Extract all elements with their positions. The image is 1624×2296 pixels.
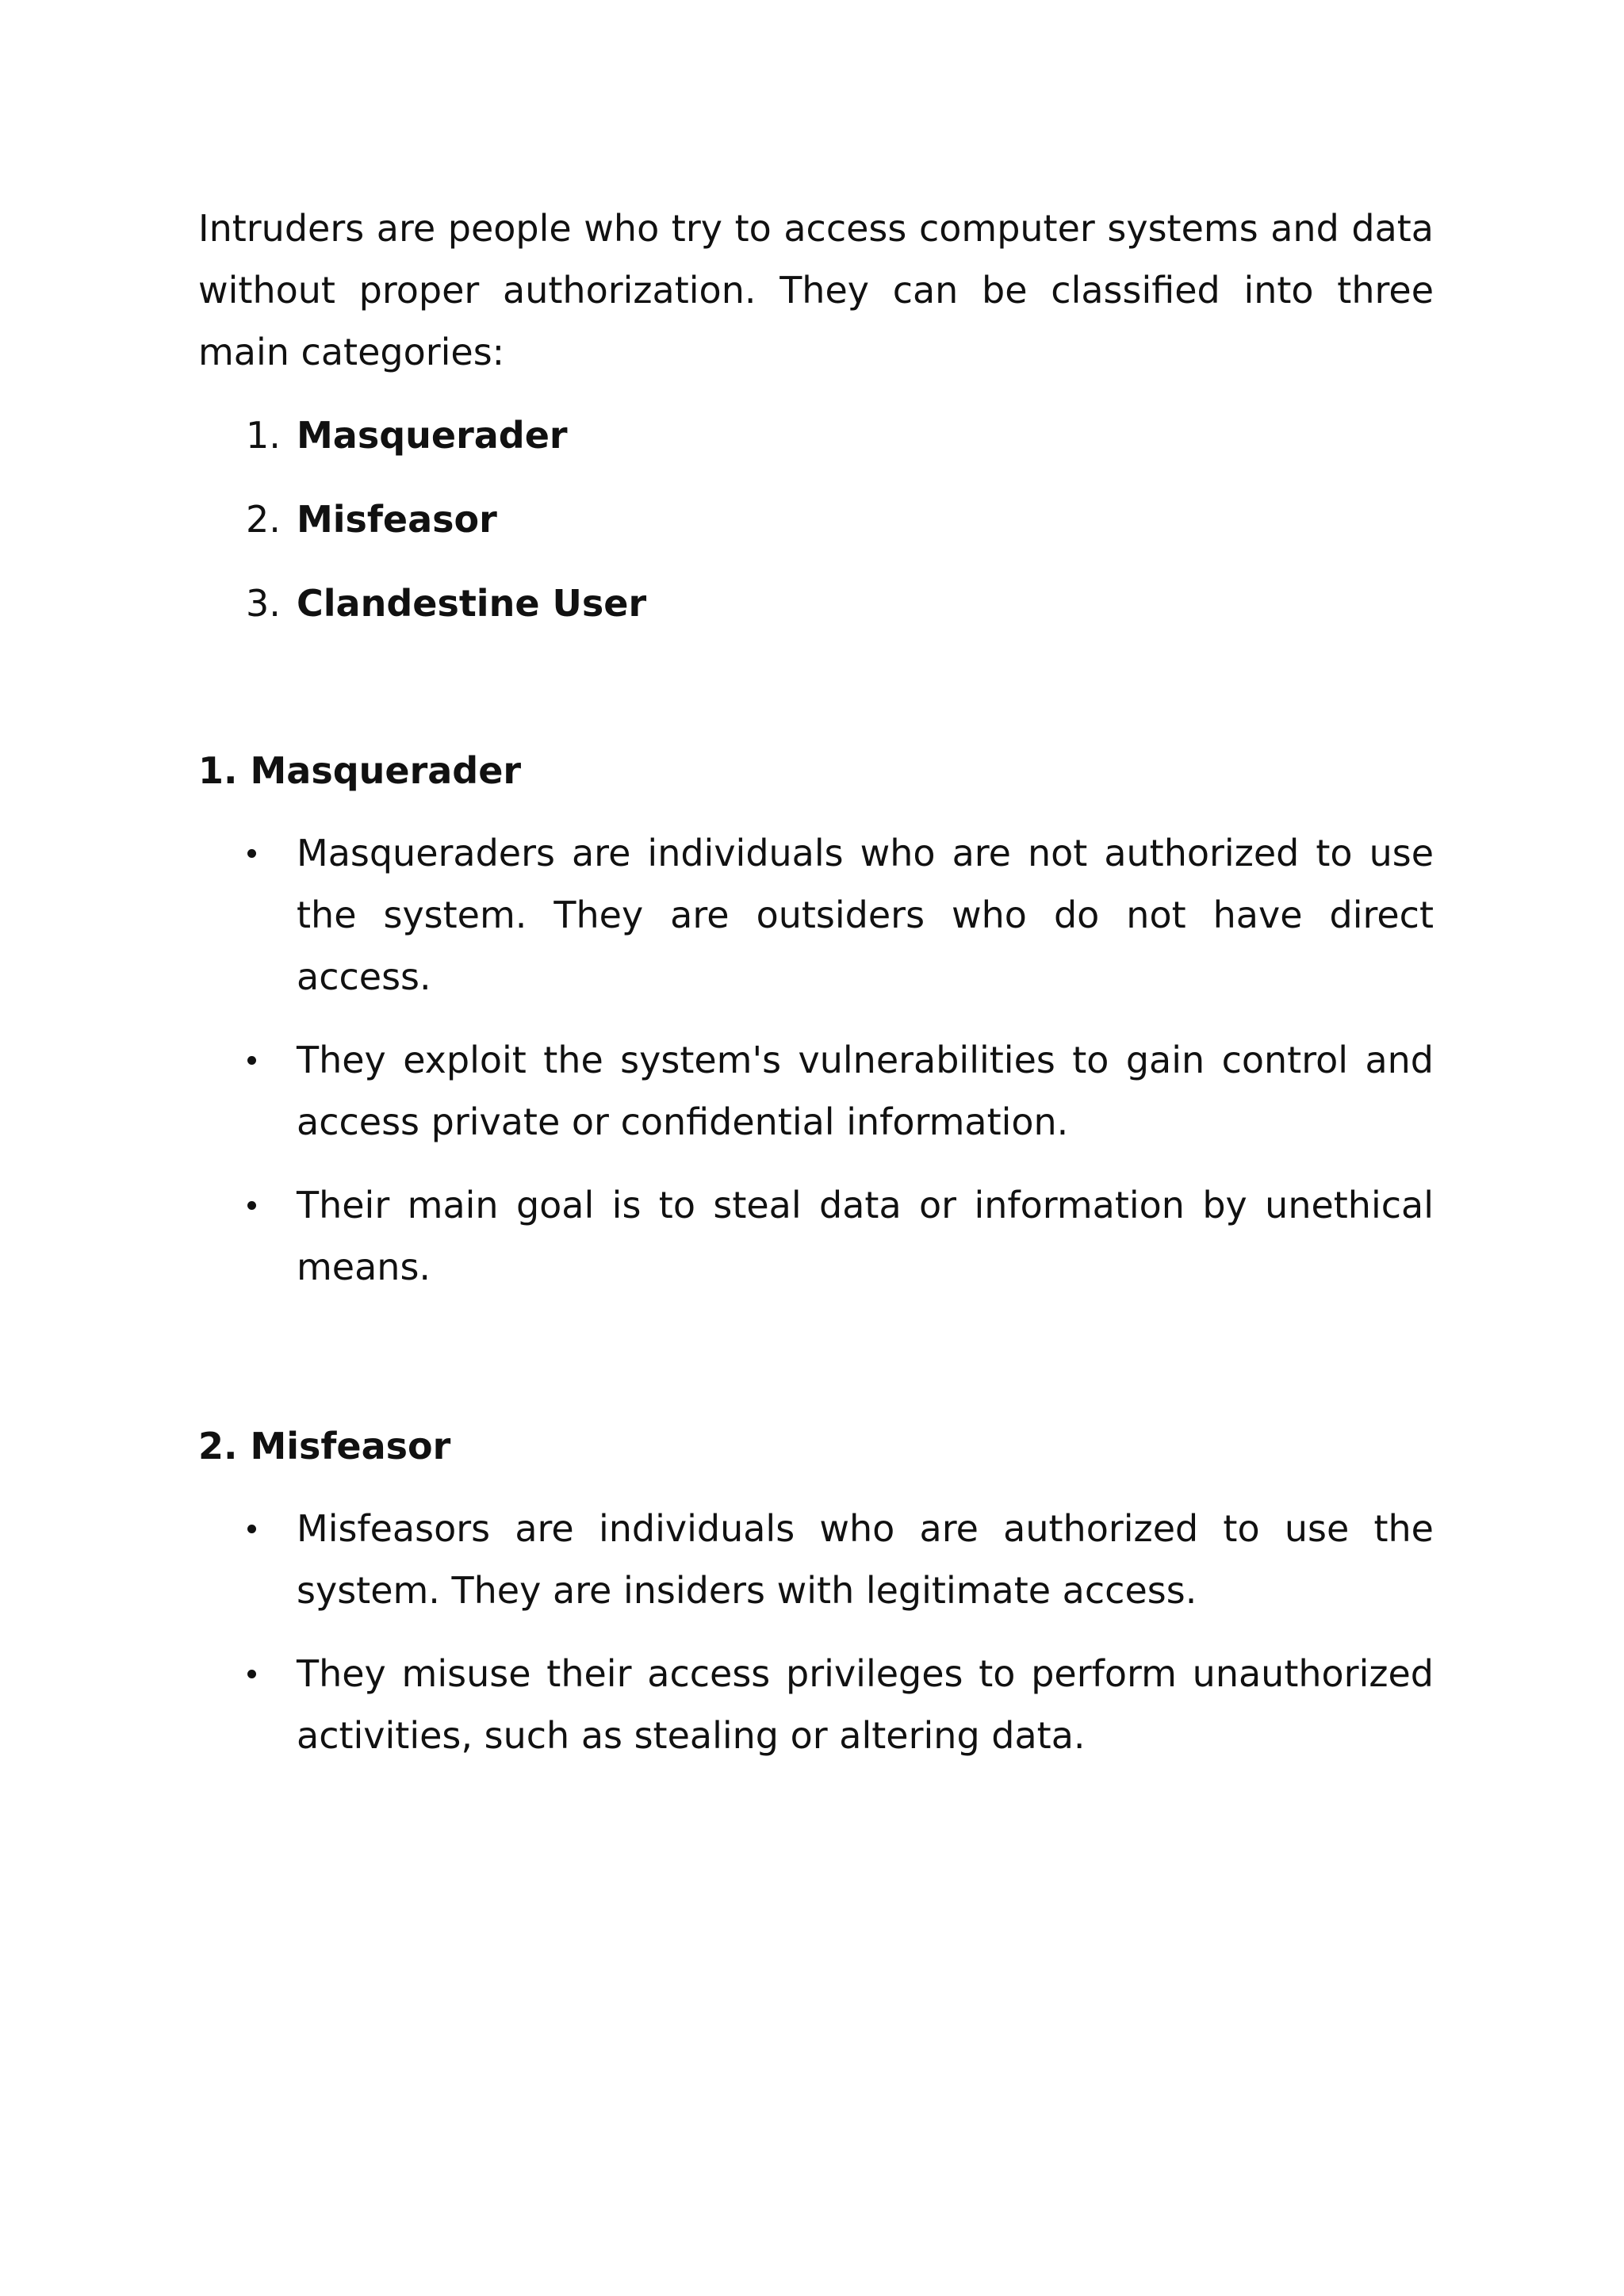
- category-number: 1.: [246, 414, 281, 457]
- bullet-text: Misfeasors are individuals who are authorized to use the system. They are insiders with legitimate access.: [297, 1507, 1434, 1612]
- bullet-text: Masqueraders are individuals who are not authorized to use the system. They are outsiders who do not have direct access.: [297, 832, 1434, 998]
- spacer: [198, 656, 1434, 740]
- bullet-text: They misuse their access privileges to perform unauthorized activities, such as stealing or altering data.: [297, 1652, 1434, 1757]
- document-content: [198, 197, 1434, 1788]
- section-heading: 1. Masquerader: [198, 749, 522, 792]
- bullet-dot-icon: [247, 849, 256, 858]
- category-item: [198, 572, 1434, 634]
- bullet-text: Their main goal is to steal data or information by unethical means.: [297, 1184, 1434, 1288]
- bullet-dot-icon: [247, 1670, 256, 1678]
- category-number: 2.: [246, 498, 281, 541]
- section-misfeasor: [198, 1415, 1434, 1766]
- bullet-item: [198, 1643, 1434, 1766]
- bullet-dot-icon: [247, 1056, 256, 1065]
- bullet-list: [198, 1498, 1434, 1766]
- intro-paragraph: Intruders are people who try to access computer systems and data without proper authorization. They can be classified into three main categories:: [198, 207, 1434, 373]
- bullet-dot-icon: [247, 1525, 256, 1533]
- bullet-item: [198, 822, 1434, 1008]
- section-heading: 2. Misfeasor: [198, 1425, 451, 1468]
- bullet-text: They exploit the system's vulnerabilities to gain control and access private or confidential information.: [297, 1039, 1434, 1143]
- bullet-dot-icon: [247, 1201, 256, 1210]
- category-item: [198, 404, 1434, 466]
- spacer: [198, 1319, 1434, 1415]
- category-label: Clandestine User: [297, 582, 647, 625]
- section-masquerader: [198, 740, 1434, 1298]
- bullet-item: [198, 1174, 1434, 1298]
- category-number: 3.: [246, 582, 281, 625]
- bullet-list: [198, 822, 1434, 1298]
- category-list: [198, 404, 1434, 634]
- bullet-item: [198, 1029, 1434, 1153]
- category-label: Misfeasor: [297, 498, 497, 541]
- bullet-item: [198, 1498, 1434, 1621]
- category-item: [198, 488, 1434, 550]
- category-label: Masquerader: [297, 414, 568, 457]
